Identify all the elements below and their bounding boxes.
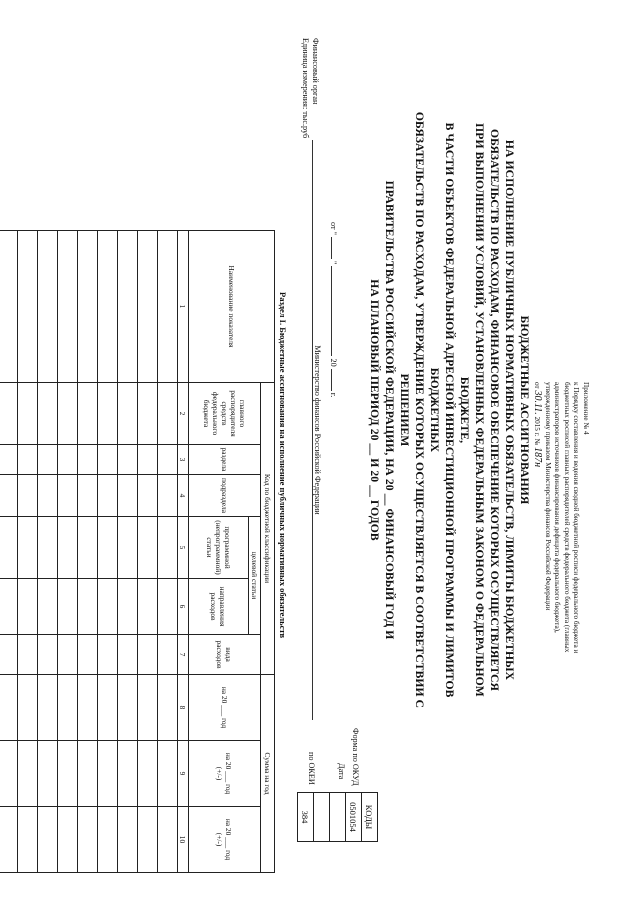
- date-label: Дата: [337, 763, 346, 780]
- title-line: В ЧАСТИ ОБЪЕКТОВ ФЕДЕРАЛЬНОЙ АДРЕСНОЙ ИНВЕСТИЦИОННОЙ ПРОГРАММЫ И ЛИМИТОВ БЮДЖЕТНЫХ: [428, 122, 456, 698]
- title-line: ОБЯЗАТЕЛЬСТВ ПО РАСХОДАМ, УТВЕРЖДЕНИЕ КОТОРЫХ ОСУЩЕСТВЛЯЕТСЯ В СООТВЕТСТВИИ С РЕШЕНИЕМ: [398, 111, 426, 709]
- from-mid: ": [329, 261, 338, 265]
- order-prefix: от: [533, 382, 542, 389]
- col-number: 10: [178, 807, 189, 873]
- header-target-group: целевой статьи: [249, 517, 261, 635]
- from-suffix: г.: [329, 392, 338, 398]
- annex-line: утвержденному приказом Министерства финансов Российской Федерации: [543, 382, 552, 611]
- table-row: [58, 231, 78, 873]
- annex-line: к Порядку составления и ведения сводной бюджетной росписи федерального бюджета и: [572, 382, 581, 654]
- table-row: [78, 231, 98, 873]
- col-number: 2: [178, 383, 189, 445]
- col-number: 3: [178, 445, 189, 475]
- table-row: [158, 231, 178, 873]
- document-title: [367, 110, 532, 710]
- header-code-group: Код по бюджетной классификации: [261, 383, 275, 675]
- title-line: ПРАВИТЕЛЬСТВА РОССИЙСКОЙ ФЕДЕРАЦИИ, НА 20 __ ФИНАНСОВЫЙ ГОД И: [383, 180, 396, 640]
- section-title: Раздел I. Бюджетные ассигнования на исполнение публичных нормативных обязательств: [278, 292, 288, 639]
- header-year-3: на 20 ___ год (+/-): [189, 807, 261, 873]
- order-number: 187н: [532, 447, 544, 468]
- annex-line: администраторов источников финансирования дефицита федерального бюджета),: [553, 382, 562, 633]
- table-row: [138, 231, 158, 873]
- date-field: [329, 222, 338, 397]
- blank-code: [314, 793, 330, 842]
- header-direction: направления расходов: [189, 579, 249, 635]
- header-podrazdel: подраздела: [189, 475, 261, 517]
- annex-line: бюджетных росписей главных распорядителей средств федерального бюджета (главных: [562, 382, 571, 653]
- header-vid: вида расходов: [189, 635, 261, 675]
- table-row: [98, 231, 118, 873]
- fin-organ-label: Финансовый орган: [311, 38, 320, 105]
- okei-label: по ОКЕИ: [307, 752, 316, 785]
- table-row: [18, 231, 38, 873]
- table-row: [0, 231, 18, 873]
- date-value: [330, 793, 346, 842]
- from-year: 20: [329, 358, 338, 367]
- header-grs: главного распорядителя средств федерального бюджета: [189, 383, 261, 445]
- header-name: Наименование показателя: [189, 231, 275, 383]
- col-number: 7: [178, 635, 189, 675]
- header-year-1: на 20 ___ год: [189, 675, 261, 741]
- col-number: 9: [178, 741, 189, 807]
- title-line: ПРИ ВЫПОЛНЕНИИ УСЛОВИЙ, УСТАНОВЛЕННЫХ ФЕДЕРАЛЬНЫМ ЗАКОНОМ О ФЕДЕРАЛЬНОМ БЮДЖЕТЕ,: [458, 123, 486, 697]
- title-line: ОБЯЗАТЕЛЬСТВ ПО РАСХОДАМ, ФИНАНСОВОЕ ОБЕСПЕЧЕНИЕ КОТОРЫХ ОСУЩЕСТВЛЯЕТСЯ: [488, 128, 501, 692]
- table-row: [38, 231, 58, 873]
- header-year-2: на 20 ___ год (+/-): [189, 741, 261, 807]
- codes-header: КОДЫ: [362, 793, 378, 842]
- annex-note: [531, 382, 590, 842]
- header-sum-group: Сумма на год: [261, 675, 275, 873]
- order-year: 2015 г. №: [533, 416, 542, 446]
- annex-line: Приложение № 4: [582, 382, 590, 435]
- col-number: 1: [178, 231, 189, 383]
- assignments-table: [0, 230, 275, 873]
- okud-label: Форма по ОКУД: [351, 728, 360, 786]
- title-line: НА ИСПОЛНЕНИЕ ПУБЛИЧНЫХ НОРМАТИВНЫХ ОБЯЗАТЕЛЬСТВ, ЛИМИТЫ БЮДЖЕТНЫХ: [503, 139, 516, 681]
- unit-label: Единица измерения: тыс.руб: [301, 38, 310, 139]
- order-date: 30.11.: [532, 390, 544, 415]
- header-razdel: раздела: [189, 445, 261, 475]
- codes-box: [297, 792, 378, 842]
- header-program: программной (непрограммной) статьи: [189, 517, 249, 579]
- table-row: [118, 231, 138, 873]
- title-line: БЮДЖЕТНЫЕ АССИГНОВАНИЯ: [518, 315, 531, 505]
- col-number: 6: [178, 579, 189, 635]
- okei-value: 384: [298, 793, 314, 842]
- fin-organ-value: Министерство финансов Российской Федерации: [312, 140, 322, 720]
- col-number: 4: [178, 475, 189, 517]
- title-line: НА ПЛАНОВЫЙ ПЕРИОД 20 __ И 20 __ ГОДОВ: [368, 279, 381, 541]
- okud-value: 0501054: [346, 793, 362, 842]
- annex-order-line: [531, 382, 542, 842]
- col-number: 5: [178, 517, 189, 579]
- col-number: 8: [178, 675, 189, 741]
- from-label: от ": [329, 222, 338, 235]
